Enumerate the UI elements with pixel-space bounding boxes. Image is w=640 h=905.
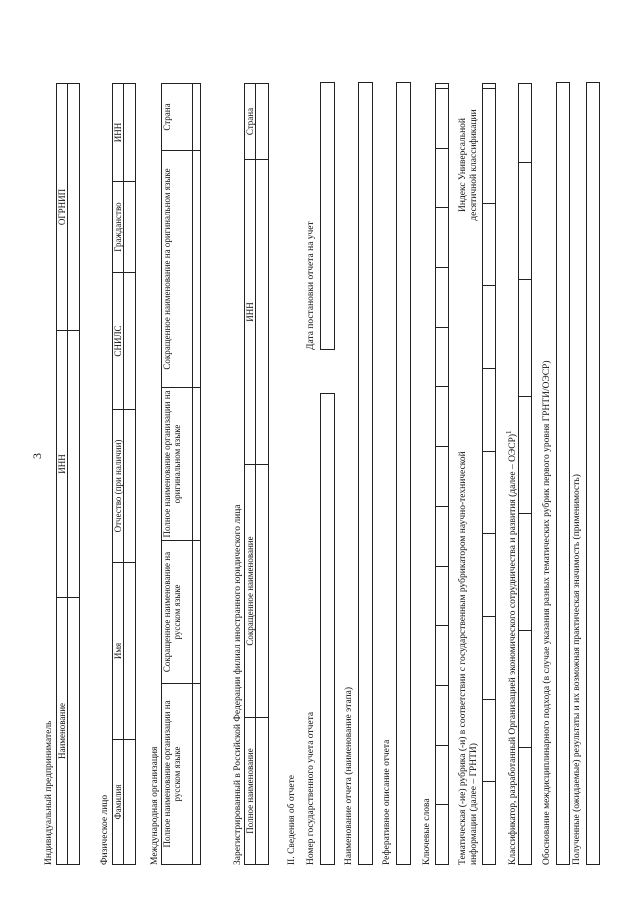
person-header-name: Имя — [113, 563, 124, 740]
ip-header-name: Наименование — [57, 598, 68, 865]
interdisciplinary-label: Обоснование междисциплинарного подхода (в случае указания разных тематических рубрик первого уровня ГРНТИ/ОЭСР) — [542, 360, 552, 865]
rotated-form — [40, 45, 600, 885]
branch-header-inn: ИНН — [245, 160, 256, 465]
grnti-label: Тематическая (-ие) рубрика (-и) в соответствии с государственным рубрикатором научно-технической информации (далее – ГРНТИ) — [458, 451, 479, 865]
branch-table — [244, 83, 269, 865]
report-name-field — [358, 82, 373, 865]
person-table — [112, 83, 136, 865]
report-name-label: Наименование отчета (наименование этапа) — [344, 686, 354, 865]
ip-table — [56, 83, 80, 865]
intl-caption: Международная организация — [150, 746, 160, 865]
person-header-surname: Фамилия — [113, 740, 124, 865]
ip-caption: Индивидуальный предприниматель — [44, 720, 54, 865]
interdisciplinary-field — [556, 82, 570, 865]
keywords-label: Ключевые слова — [422, 798, 432, 865]
reg-date-field — [320, 82, 335, 350]
ip-header-ogrnip: ОГРНИП — [57, 84, 68, 331]
reg-number-field — [320, 393, 335, 865]
branch-header-country: Страна — [245, 84, 256, 160]
intl-header-shortname-orig: Сокращенное наименование на оригинальном языке — [162, 151, 193, 388]
page-number: 3 — [30, 453, 44, 459]
person-header-citizenship: Гражданство — [113, 182, 124, 273]
reg-date-label: Дата постановки отчета на учет — [306, 221, 316, 350]
abstract-field — [396, 82, 411, 865]
reg-number-label: Номер государственного учета отчета — [306, 711, 316, 865]
person-header-snils: СНИЛС — [113, 273, 124, 410]
intl-table — [161, 83, 201, 865]
keywords-table — [435, 83, 449, 865]
intl-header-country: Страна — [162, 84, 193, 151]
person-header-patronymic: Отчество (при наличии) — [113, 410, 124, 563]
intl-header-fullname-ru: Полное наименование организации на русском языке — [162, 684, 193, 865]
results-label: Полученные (ожидаемые) результаты и их возможная практическая значимость (применимость) — [572, 474, 582, 865]
oecd-label — [504, 431, 519, 866]
person-header-inn: ИНН — [113, 84, 124, 182]
abstract-label: Реферативное описание отчета — [382, 739, 392, 865]
person-caption: Физическое лицо — [100, 794, 110, 865]
grnti-table — [482, 83, 496, 865]
intl-header-fullname-orig: Полное наименование организации на оригинальном языке — [162, 388, 193, 541]
results-field — [586, 82, 600, 865]
intl-header-shortname-ru: Сокращенное наименование на русском языке — [162, 541, 193, 684]
oecd-footnote-mark: 1 — [505, 430, 513, 434]
udc-label: Индекс Универсальной десятичной классификации — [458, 109, 479, 221]
oecd-label-text: Классификатор, разработанный Организацией экономического сотрудничества и развития (далее – ОЭСР) — [508, 434, 519, 865]
ip-header-inn: ИНН — [57, 331, 68, 598]
branch-header-fullname: Полное наименование — [245, 718, 256, 865]
branch-caption: Зарегистрированный в Российской Федерации филиал иностранного юридического лица — [233, 504, 243, 865]
section2-title: II. Сведения об отчете — [287, 775, 297, 865]
branch-header-shortname: Сокращенное наименование — [245, 465, 256, 718]
oecd-table — [518, 83, 532, 865]
